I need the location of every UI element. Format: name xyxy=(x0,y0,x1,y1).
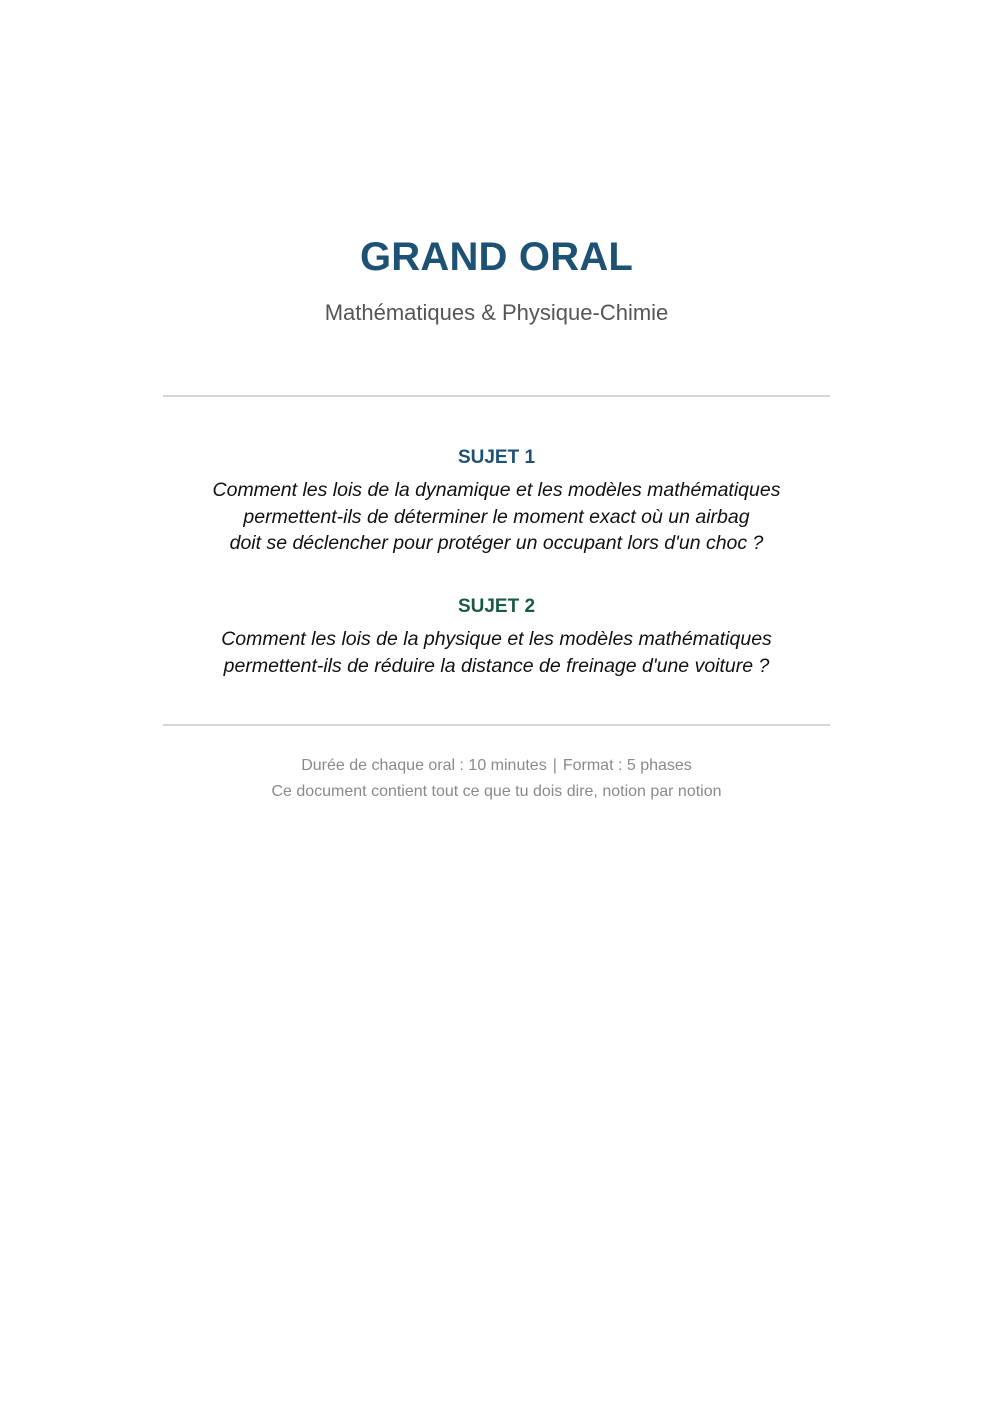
subject-2-line: permettent-ils de réduire la distance de freinage d'une voiture ? xyxy=(223,654,770,677)
bottom-divider xyxy=(163,724,830,726)
subject-1-line: doit se déclencher pour protéger un occupant lors d'un choc ? xyxy=(229,532,764,554)
subject-1-line: Comment les lois de la dynamique et les modèles mathématiques xyxy=(212,479,781,501)
duration-text: Durée de chaque oral : 10 minutes xyxy=(301,757,547,774)
subject-2-question xyxy=(0,626,993,679)
page-title: GRAND ORAL xyxy=(359,235,634,279)
top-divider xyxy=(163,395,830,397)
footer-info xyxy=(0,756,993,776)
subject-1-line: permettent-ils de déterminer le moment exact où un airbag xyxy=(243,505,750,528)
subject-2-label: SUJET 2 xyxy=(457,596,536,617)
footer-separator: | xyxy=(552,757,557,774)
footer-note: Ce document contient tout ce que tu dois dire, notion par notion xyxy=(271,783,722,800)
page-subtitle: Mathématiques & Physique-Chimie xyxy=(324,300,669,325)
format-text: Format : 5 phases xyxy=(562,757,692,774)
subject-1-question xyxy=(0,477,993,557)
subject-2-line: Comment les lois de la physique et les modèles mathématiques xyxy=(221,628,772,650)
subject-1-label: SUJET 1 xyxy=(457,447,536,468)
